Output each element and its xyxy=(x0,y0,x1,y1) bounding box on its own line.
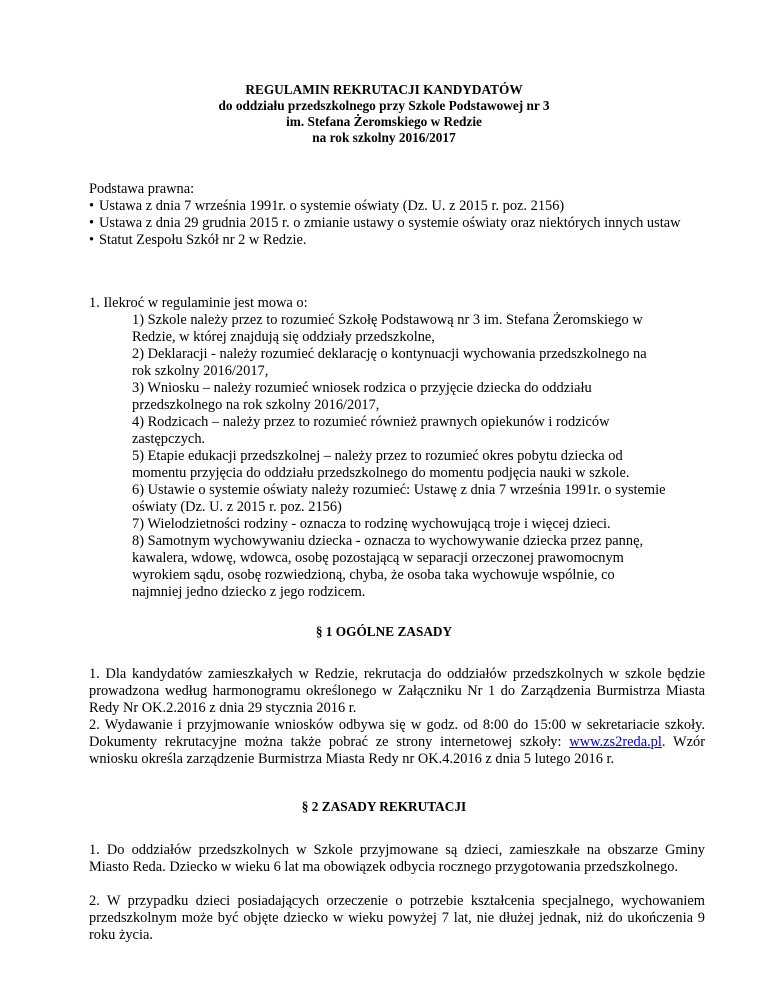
bullet-icon: • xyxy=(89,215,95,231)
title-line-4: na rok szkolny 2016/2017 xyxy=(312,130,456,145)
legal-basis-item xyxy=(89,215,705,232)
section-1-p2-text: 2. Wydawanie i przyjmowanie wniosków odbywa się w godz. od 8:00 do 15:00 w sekretariacie szkoły. Dokumenty rekrutacyjne można także pobrać ze strony internetowej szkoły: xyxy=(89,717,705,750)
definition-item: 6) Ustawie o systemie oświaty należy rozumieć: Ustawę z dnia 7 września 1991r. o systemie oświaty (Dz. U. z 2015 r. poz. 2156) xyxy=(132,482,666,515)
title-line-2: do oddziału przedszkolnego przy Szkole Podstawowej nr 3 xyxy=(218,98,550,113)
bullet-icon: • xyxy=(89,198,95,214)
definition-item: 3) Wniosku – należy rozumieć wniosek rodzica o przyjęcie dziecka do oddziału przedszkolnego na rok szkolny 2016/2017, xyxy=(132,380,592,413)
definition-item: 4) Rodzicach – należy przez to rozumieć również prawnych opiekunów i rodziców zastępczych. xyxy=(132,414,610,447)
legal-basis-item xyxy=(89,198,705,215)
definitions xyxy=(89,295,705,601)
title-line-1: REGULAMIN REKRUTACJI KANDYDATÓW xyxy=(245,82,523,97)
legal-basis-heading: Podstawa prawna: xyxy=(89,181,195,197)
bullet-icon: • xyxy=(89,232,95,248)
section-1-paragraph: 1. Dla kandydatów zamieszkałych w Redzie, rekrutacja do oddziałów przedszkolnych w szkole będzie prowadzona według harmonogramu określonego w Załączniku Nr 1 do Zarządzenia Burmistrza Miasta Redy Nr OK.2.2016 z dnia 29 stycznia 2016 r. xyxy=(89,666,705,716)
section-1-heading: § 1 OGÓLNE ZASADY xyxy=(315,624,453,639)
school-website-link[interactable]: www.zs2reda.pl xyxy=(569,734,662,750)
section-1-paragraph xyxy=(89,717,705,768)
definitions-list xyxy=(132,312,666,601)
definitions-intro: 1. Ilekroć w regulaminie jest mowa o: xyxy=(89,295,308,311)
section-2-heading: § 2 ZASADY REKRUTACJI xyxy=(301,799,467,814)
definition-item: 5) Etapie edukacji przedszkolnej – należy przez to rozumieć okres pobytu dziecka od momentu przyjęcia do oddziału przedszkolnego do momentu podjęcia nauki w szkole. xyxy=(132,448,630,481)
legal-basis xyxy=(89,181,705,249)
legal-basis-item xyxy=(89,232,705,249)
legal-basis-item-text: Statut Zespołu Szkół nr 2 w Redzie. xyxy=(99,232,307,248)
definition-item: 8) Samotnym wychowywaniu dziecka - oznacza to wychowywanie dziecka przez pannę, kawalera, wdowę, wdowca, osobę pozostającą w separacji orzeczonej prawomocnym wyrokiem sądu, osobę rozwiedzioną, chyba, że osoba taka wychowuje wspólnie, co najmniej jedno dziecko z jego rodzicem. xyxy=(132,533,644,600)
document-title xyxy=(0,82,768,146)
section-2-paragraph: 1. Do oddziałów przedszkolnych w Szkole przyjmowane są dzieci, zamieszkałe na obszarze Gminy Miasto Reda. Dziecko w wieku 6 lat ma obowiązek odbycia rocznego przygotowania przedszkolnego. xyxy=(89,842,705,875)
section-1-p2-text: . Wzór wniosku określa zarządzenie Burmistrza Miasta Redy nr OK.4.2016 z dnia 5 lutego 2016 r. xyxy=(89,734,705,767)
definition-item: 1) Szkole należy przez to rozumieć Szkołę Podstawową nr 3 im. Stefana Żeromskiego w Redzie, w której znajdują się oddziały przedszkolne, xyxy=(132,312,643,345)
legal-basis-item-text: Ustawa z dnia 29 grudnia 2015 r. o zmianie ustawy o systemie oświaty oraz niektórych innych ustaw xyxy=(99,215,681,231)
definition-item: 7) Wielodzietności rodziny - oznacza to rodzinę wychowującą troje i więcej dzieci. xyxy=(132,516,611,532)
legal-basis-item-text: Ustawa z dnia 7 września 1991r. o systemie oświaty (Dz. U. z 2015 r. poz. 2156) xyxy=(99,198,565,214)
definition-item: 2) Deklaracji - należy rozumieć deklarację o kontynuacji wychowania przedszkolnego na rok szkolny 2016/2017, xyxy=(132,346,647,379)
section-2-paragraph: 2. W przypadku dzieci posiadających orzeczenie o potrzebie kształcenia specjalnego, wychowaniem przedszkolnym może być objęte dziecko w wieku powyżej 7 lat, nie dłużej jednak, niż do ukończenia 9 roku życia. xyxy=(89,893,705,943)
title-line-3: im. Stefana Żeromskiego w Redzie xyxy=(286,114,482,129)
